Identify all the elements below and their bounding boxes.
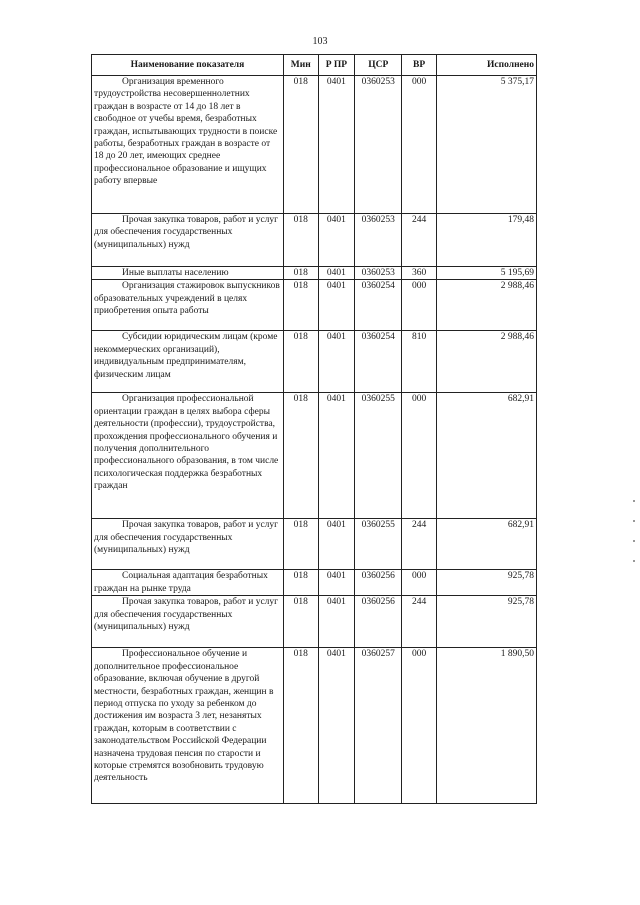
row-amount: 682,91 bbox=[436, 519, 536, 570]
row-min: 018 bbox=[283, 519, 318, 570]
row-vr: 000 bbox=[402, 393, 437, 519]
table-row bbox=[92, 331, 537, 393]
row-min: 018 bbox=[283, 280, 318, 331]
row-vr: 244 bbox=[402, 214, 437, 267]
row-amount: 682,91 bbox=[436, 393, 536, 519]
row-csr: 0360253 bbox=[355, 76, 402, 214]
row-rpr: 0401 bbox=[318, 519, 355, 570]
row-rpr: 0401 bbox=[318, 648, 355, 804]
table-row bbox=[92, 267, 537, 280]
row-amount: 5 195,69 bbox=[436, 267, 536, 280]
table-row bbox=[92, 280, 537, 331]
header-rpr: Р ПР bbox=[318, 55, 355, 76]
scan-edge-marks bbox=[633, 500, 636, 700]
row-min: 018 bbox=[283, 76, 318, 214]
row-name: Иные выплаты населению bbox=[92, 267, 284, 280]
header-amount: Исполнено bbox=[436, 55, 536, 76]
row-csr: 0360256 bbox=[355, 596, 402, 648]
row-name: Субсидии юридическим лицам (кроме некоммерческих организаций), индивидуальным предпринимателям, физическим лицам bbox=[92, 331, 284, 393]
row-min: 018 bbox=[283, 214, 318, 267]
row-rpr: 0401 bbox=[318, 214, 355, 267]
row-name: Организация стажировок выпускников образовательных учреждений в целях приобретения опыта работы bbox=[92, 280, 284, 331]
row-vr: 244 bbox=[402, 596, 437, 648]
row-name: Организация профессиональной ориентации граждан в целях выбора сферы деятельности (профессии), трудоустройства, прохождения профессионального обучения и получения дополнительного профессионального образования, в том числе психологическая поддержка безработных граждан bbox=[92, 393, 284, 519]
row-csr: 0360253 bbox=[355, 214, 402, 267]
row-rpr: 0401 bbox=[318, 393, 355, 519]
table-row bbox=[92, 393, 537, 519]
row-vr: 000 bbox=[402, 570, 437, 596]
table-header-row bbox=[92, 55, 537, 76]
table-row bbox=[92, 596, 537, 648]
row-name: Прочая закупка товаров, работ и услуг для обеспечения государственных (муниципальных) нужд bbox=[92, 596, 284, 648]
row-vr: 810 bbox=[402, 331, 437, 393]
row-vr: 000 bbox=[402, 648, 437, 804]
row-rpr: 0401 bbox=[318, 596, 355, 648]
row-min: 018 bbox=[283, 393, 318, 519]
row-name: Профессиональное обучение и дополнительное профессиональное образование, включая обучение в другой местности, безработных граждан, женщин в период отпуска по уходу за ребенком до достижения им возраста 3 лет, незанятых граждан, которым в соответствии с законодательством Российской Федерации назначена трудовая пенсия по старости и которые стремятся возобновить трудовую деятельность bbox=[92, 648, 284, 804]
row-name: Организация временного трудоустройства несовершеннолетних граждан в возрасте от 14 до 18 лет в свободное от учебы время, безработных граждан, испытывающих трудности в поиске работы, безработных граждан в возрасте от 18 до 20 лет, имеющих среднее профессиональное образование и ищущих работу впервые bbox=[92, 76, 284, 214]
row-csr: 0360254 bbox=[355, 331, 402, 393]
table-row bbox=[92, 570, 537, 596]
row-min: 018 bbox=[283, 648, 318, 804]
row-min: 018 bbox=[283, 331, 318, 393]
row-csr: 0360256 bbox=[355, 570, 402, 596]
row-csr: 0360255 bbox=[355, 393, 402, 519]
row-name: Социальная адаптация безработных граждан на рынке труда bbox=[92, 570, 284, 596]
row-amount: 925,78 bbox=[436, 570, 536, 596]
budget-table bbox=[91, 54, 537, 804]
row-rpr: 0401 bbox=[318, 570, 355, 596]
row-rpr: 0401 bbox=[318, 280, 355, 331]
table-row bbox=[92, 519, 537, 570]
row-amount: 179,48 bbox=[436, 214, 536, 267]
row-name: Прочая закупка товаров, работ и услуг для обеспечения государственных (муниципальных) нужд bbox=[92, 214, 284, 267]
row-min: 018 bbox=[283, 267, 318, 280]
row-min: 018 bbox=[283, 570, 318, 596]
row-rpr: 0401 bbox=[318, 267, 355, 280]
row-vr: 000 bbox=[402, 76, 437, 214]
row-amount: 2 988,46 bbox=[436, 280, 536, 331]
header-name: Наименование показателя bbox=[92, 55, 284, 76]
row-csr: 0360255 bbox=[355, 519, 402, 570]
row-name: Прочая закупка товаров, работ и услуг для обеспечения государственных (муниципальных) нужд bbox=[92, 519, 284, 570]
row-amount: 5 375,17 bbox=[436, 76, 536, 214]
page-number: 103 bbox=[312, 36, 328, 47]
row-rpr: 0401 bbox=[318, 331, 355, 393]
row-amount: 2 988,46 bbox=[436, 331, 536, 393]
row-csr: 0360253 bbox=[355, 267, 402, 280]
row-vr: 244 bbox=[402, 519, 437, 570]
row-csr: 0360257 bbox=[355, 648, 402, 804]
table-row bbox=[92, 648, 537, 804]
row-min: 018 bbox=[283, 596, 318, 648]
table-row bbox=[92, 214, 537, 267]
header-min: Мин bbox=[283, 55, 318, 76]
table-row bbox=[92, 76, 537, 214]
row-amount: 925,78 bbox=[436, 596, 536, 648]
row-csr: 0360254 bbox=[355, 280, 402, 331]
row-vr: 000 bbox=[402, 280, 437, 331]
row-amount: 1 890,50 bbox=[436, 648, 536, 804]
header-csr: ЦСР bbox=[355, 55, 402, 76]
row-vr: 360 bbox=[402, 267, 437, 280]
row-rpr: 0401 bbox=[318, 76, 355, 214]
header-vr: ВР bbox=[402, 55, 437, 76]
